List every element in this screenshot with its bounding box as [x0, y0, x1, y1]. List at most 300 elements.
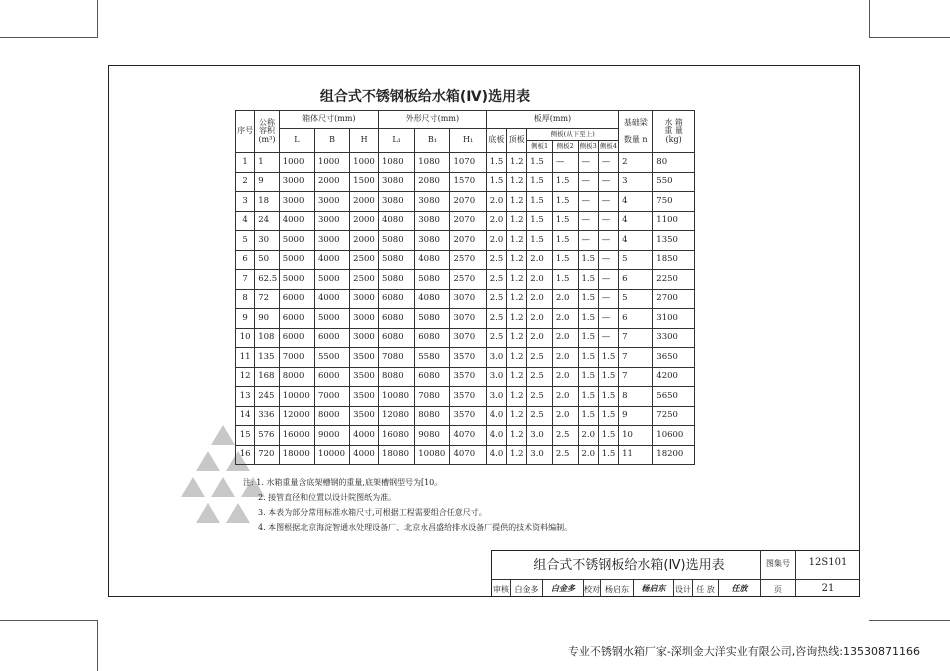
- table-cell: 50: [255, 250, 280, 270]
- note-item: 1. 水箱重量含底架槽钢的重量,底架槽钢型号为[10。: [256, 478, 443, 487]
- table-cell: 5000: [314, 309, 349, 329]
- table-cell: 2000: [350, 211, 379, 231]
- table-row: [236, 231, 695, 251]
- table-cell: 1.2: [507, 348, 527, 368]
- table-cell: 2.5: [527, 348, 553, 368]
- table-cell: 1000: [350, 153, 379, 173]
- table-cell: 3080: [378, 192, 414, 212]
- table-cell: 4: [619, 231, 653, 251]
- table-cell: 1.5: [552, 192, 578, 212]
- table-cell: 2080: [415, 172, 450, 192]
- note-item: 2. 接管直径和位置以设计院图纸为准。: [258, 493, 397, 502]
- table-cell: 16080: [378, 426, 414, 446]
- table-cell: 6000: [314, 328, 349, 348]
- table-cell: 4000: [314, 289, 349, 309]
- crop-mark: [97, 0, 98, 38]
- table-cell: 1.2: [507, 192, 527, 212]
- table-cell: 2: [236, 172, 255, 192]
- table-cell: 1: [236, 153, 255, 173]
- header-thickness: 板厚(mm): [486, 111, 618, 129]
- table-cell: 1.5: [527, 153, 553, 173]
- table-cell: 4: [619, 192, 653, 212]
- table-cell: 1.5: [578, 250, 598, 270]
- table-cell: 3080: [415, 211, 450, 231]
- selection-table: [235, 110, 695, 465]
- table-cell: 5000: [279, 231, 314, 251]
- table-cell: 4080: [415, 250, 450, 270]
- header-side1: 侧板1: [527, 141, 553, 153]
- header-side2: 侧板2: [552, 141, 578, 153]
- table-cell: —: [598, 250, 618, 270]
- table-cell: 1.5: [578, 406, 598, 426]
- table-cell: 1500: [350, 172, 379, 192]
- table-cell: 1.2: [507, 211, 527, 231]
- crop-mark: [869, 620, 950, 621]
- table-cell: 576: [255, 426, 280, 446]
- table-cell: 1.2: [507, 172, 527, 192]
- table-cell: 1.5: [578, 367, 598, 387]
- header-top: 顶板: [507, 129, 527, 153]
- table-cell: 1570: [450, 172, 486, 192]
- table-cell: 1.5: [552, 172, 578, 192]
- table-cell: 135: [255, 348, 280, 368]
- table-cell: 4000: [279, 211, 314, 231]
- table-cell: 18000: [279, 445, 314, 465]
- table-cell: 1.2: [507, 289, 527, 309]
- table-cell: 5: [619, 289, 653, 309]
- table-cell: 2.5: [527, 406, 553, 426]
- table-cell: 2500: [350, 250, 379, 270]
- table-row: [236, 328, 695, 348]
- table-cell: 3.0: [527, 426, 553, 446]
- table-cell: 3070: [450, 309, 486, 329]
- table-cell: 1.5: [578, 387, 598, 407]
- table-cell: 10000: [314, 445, 349, 465]
- header-capacity: 公称容积 (m³): [255, 111, 280, 153]
- table-cell: 2.0: [552, 309, 578, 329]
- checker-name: 杨启东: [605, 585, 629, 594]
- crop-mark: [869, 0, 870, 38]
- design-label: 设计: [675, 585, 691, 594]
- table-row: [236, 289, 695, 309]
- table-row: [236, 270, 695, 290]
- table-cell: 2.0: [552, 387, 578, 407]
- header-side3: 侧板3: [578, 141, 598, 153]
- table-cell: 7080: [378, 348, 414, 368]
- table-cell: 4070: [450, 445, 486, 465]
- table-cell: —: [598, 328, 618, 348]
- table-cell: 1.2: [507, 406, 527, 426]
- page-label: 页: [774, 585, 782, 594]
- table-cell: 4200: [653, 367, 695, 387]
- table-cell: 2.5: [486, 250, 506, 270]
- table-cell: 3080: [378, 172, 414, 192]
- table-cell: 7: [236, 270, 255, 290]
- table-cell: —: [578, 211, 598, 231]
- table-cell: 4080: [378, 211, 414, 231]
- table-row: [236, 192, 695, 212]
- table-cell: 3080: [415, 192, 450, 212]
- table-cell: 1.5: [486, 172, 506, 192]
- designer-signature: 任放: [731, 583, 748, 593]
- table-cell: 6080: [415, 367, 450, 387]
- table-cell: 5080: [415, 309, 450, 329]
- table-row: [236, 211, 695, 231]
- table-cell: 168: [255, 367, 280, 387]
- table-cell: 1.5: [578, 348, 598, 368]
- table-cell: 10080: [415, 445, 450, 465]
- table-cell: 3500: [350, 348, 379, 368]
- crop-mark: [869, 37, 950, 38]
- table-cell: —: [598, 289, 618, 309]
- table-row: [236, 348, 695, 368]
- table-cell: 3: [619, 172, 653, 192]
- table-cell: 1.5: [578, 328, 598, 348]
- table-cell: —: [578, 192, 598, 212]
- crop-mark: [0, 620, 98, 621]
- table-cell: 11: [236, 348, 255, 368]
- header-foundation: 基础梁 数量 n: [619, 111, 653, 153]
- header-weight: 水 箱 重 量 (kg): [653, 111, 695, 153]
- table-cell: 1.5: [486, 153, 506, 173]
- title-block-title: 组合式不锈钢板给水箱(Ⅳ)选用表: [533, 558, 725, 573]
- table-cell: 18: [255, 192, 280, 212]
- table-cell: 4.0: [486, 445, 506, 465]
- table-cell: 1.5: [598, 348, 618, 368]
- table-cell: 720: [255, 445, 280, 465]
- table-cell: 3.0: [486, 387, 506, 407]
- table-cell: 5000: [279, 250, 314, 270]
- table-cell: 1: [255, 153, 280, 173]
- table-cell: 8000: [314, 406, 349, 426]
- table-cell: 1.2: [507, 309, 527, 329]
- table-cell: 9: [619, 406, 653, 426]
- table-cell: 7000: [314, 387, 349, 407]
- table-cell: 16: [236, 445, 255, 465]
- table-row: [236, 426, 695, 446]
- table-cell: 1.2: [507, 426, 527, 446]
- table-cell: 9: [236, 309, 255, 329]
- table-cell: 2.0: [527, 289, 553, 309]
- table-cell: 1080: [415, 153, 450, 173]
- table-cell: 13: [236, 387, 255, 407]
- table-cell: —: [598, 172, 618, 192]
- table-cell: 3000: [314, 231, 349, 251]
- notes-label: 注:: [243, 478, 254, 487]
- table-cell: 1.2: [507, 153, 527, 173]
- table-cell: 12080: [378, 406, 414, 426]
- table-cell: 2.0: [552, 348, 578, 368]
- table-cell: —: [598, 211, 618, 231]
- checker-signature: 杨启东: [641, 583, 666, 593]
- table-cell: 6000: [314, 367, 349, 387]
- table-cell: 1.2: [507, 270, 527, 290]
- footer-contact: 专业不锈钢水箱厂家-深圳金大洋实业有限公司,咨询热线:13530871166: [567, 645, 920, 658]
- table-cell: 7080: [415, 387, 450, 407]
- table-cell: 1.5: [552, 270, 578, 290]
- table-cell: 550: [653, 172, 695, 192]
- table-cell: 5650: [653, 387, 695, 407]
- table-cell: 2.0: [578, 426, 598, 446]
- table-cell: 6000: [279, 289, 314, 309]
- table-cell: 1.5: [578, 270, 598, 290]
- header-side4: 侧板4: [598, 141, 618, 153]
- table-cell: 6080: [378, 289, 414, 309]
- table-cell: 3000: [350, 309, 379, 329]
- crop-mark: [0, 37, 98, 38]
- table-cell: 5080: [378, 231, 414, 251]
- table-cell: 3000: [350, 289, 379, 309]
- atlas-number: 12S101: [808, 557, 848, 568]
- table-cell: 3000: [279, 172, 314, 192]
- table-cell: 12: [236, 367, 255, 387]
- table-cell: 18080: [378, 445, 414, 465]
- header-H1: H₁: [450, 129, 486, 153]
- table-cell: 2070: [450, 211, 486, 231]
- table-row: [236, 172, 695, 192]
- table-cell: 30: [255, 231, 280, 251]
- review-label: 审核: [493, 585, 509, 594]
- table-cell: 3570: [450, 387, 486, 407]
- table-cell: 3500: [350, 387, 379, 407]
- table-cell: 9: [255, 172, 280, 192]
- table-cell: 3000: [279, 192, 314, 212]
- table-cell: 1.5: [552, 250, 578, 270]
- table-cell: —: [598, 270, 618, 290]
- table-cell: 2.0: [552, 328, 578, 348]
- header-box-size: 箱体尺寸(mm): [279, 111, 378, 129]
- table-cell: 10600: [653, 426, 695, 446]
- table-body: [236, 153, 695, 465]
- table-cell: 2700: [653, 289, 695, 309]
- table-row: [236, 250, 695, 270]
- table-cell: 1.5: [578, 309, 598, 329]
- note-item: 3. 本表为部分常用标准水箱尺寸,可根据工程需要组合任意尺寸。: [258, 508, 487, 517]
- table-cell: 10: [236, 328, 255, 348]
- table-cell: 3000: [350, 328, 379, 348]
- table-cell: 9080: [415, 426, 450, 446]
- table-cell: 1.2: [507, 387, 527, 407]
- table-row: [236, 406, 695, 426]
- table-cell: —: [598, 231, 618, 251]
- divider: [491, 579, 860, 580]
- table-cell: —: [578, 172, 598, 192]
- table-cell: —: [578, 153, 598, 173]
- table-cell: 7: [619, 328, 653, 348]
- table-cell: 6080: [378, 328, 414, 348]
- table-cell: 11: [619, 445, 653, 465]
- table-cell: 3000: [314, 192, 349, 212]
- table-cell: 2.5: [486, 270, 506, 290]
- table-cell: 3300: [653, 328, 695, 348]
- table-cell: 8080: [415, 406, 450, 426]
- table-cell: 3500: [350, 406, 379, 426]
- table-cell: 5080: [415, 270, 450, 290]
- table-cell: 3.0: [527, 445, 553, 465]
- table-cell: 6080: [415, 328, 450, 348]
- table-cell: 2.0: [527, 270, 553, 290]
- table-cell: 2.5: [552, 426, 578, 446]
- table-cell: 5: [619, 250, 653, 270]
- table-cell: 2.5: [552, 445, 578, 465]
- table-cell: 2070: [450, 231, 486, 251]
- table-cell: 2000: [350, 231, 379, 251]
- page-number: 21: [821, 583, 835, 594]
- table-cell: 7: [619, 348, 653, 368]
- table-cell: 2.5: [486, 289, 506, 309]
- table-cell: 15: [236, 426, 255, 446]
- table-cell: 7250: [653, 406, 695, 426]
- reviewer-signature: 白金多: [551, 583, 575, 593]
- table-title: 组合式不锈钢板给水箱(Ⅳ)选用表: [319, 89, 531, 105]
- table-cell: 12000: [279, 406, 314, 426]
- header-L: L: [279, 129, 314, 153]
- table-cell: 2.5: [527, 367, 553, 387]
- table-cell: 4: [236, 211, 255, 231]
- table-cell: 4000: [350, 426, 379, 446]
- table-cell: 8080: [378, 367, 414, 387]
- table-cell: 1080: [378, 153, 414, 173]
- table-cell: 1.5: [598, 426, 618, 446]
- table-cell: 3570: [450, 367, 486, 387]
- table-cell: —: [598, 309, 618, 329]
- table-row: [236, 387, 695, 407]
- table-cell: 5500: [314, 348, 349, 368]
- table-cell: 4000: [314, 250, 349, 270]
- header-L1: L₁: [378, 129, 414, 153]
- table-cell: 1.5: [527, 211, 553, 231]
- table-cell: 3: [236, 192, 255, 212]
- notes: [243, 475, 663, 535]
- table-cell: 1.5: [527, 172, 553, 192]
- table-row: [236, 153, 695, 173]
- header-side: 侧板(从下至上): [527, 129, 619, 141]
- table-cell: 6: [236, 250, 255, 270]
- table-cell: 4070: [450, 426, 486, 446]
- table-cell: 4000: [350, 445, 379, 465]
- table-cell: 3.0: [486, 367, 506, 387]
- table-cell: 2.5: [486, 328, 506, 348]
- table-cell: 245: [255, 387, 280, 407]
- table-cell: 2.0: [527, 309, 553, 329]
- table-cell: 1850: [653, 250, 695, 270]
- table-cell: 2000: [350, 192, 379, 212]
- table-cell: 8: [236, 289, 255, 309]
- table-cell: 4: [619, 211, 653, 231]
- table-cell: 5000: [314, 270, 349, 290]
- table-cell: 2.5: [486, 309, 506, 329]
- table-cell: 2.0: [552, 367, 578, 387]
- table-row: [236, 445, 695, 465]
- table-cell: 2.0: [527, 328, 553, 348]
- table-cell: 2.0: [578, 445, 598, 465]
- table-cell: 1.5: [527, 192, 553, 212]
- table-cell: 2.0: [486, 231, 506, 251]
- table-cell: 7: [619, 367, 653, 387]
- table-cell: 6: [619, 270, 653, 290]
- table-cell: 3570: [450, 348, 486, 368]
- table-cell: 24: [255, 211, 280, 231]
- table-cell: 1.2: [507, 367, 527, 387]
- note-item: 4. 本图根据北京海淀智通水处理设备厂、北京永昌盛给排水设备厂提供的技术资料编制。: [258, 523, 573, 532]
- header-B: B: [314, 129, 349, 153]
- table-cell: 10000: [279, 387, 314, 407]
- table-cell: 5580: [415, 348, 450, 368]
- table-cell: 4080: [415, 289, 450, 309]
- reviewer-name: 白金多: [514, 585, 539, 594]
- table-cell: 10: [619, 426, 653, 446]
- table-cell: 3000: [314, 211, 349, 231]
- table-cell: 14: [236, 406, 255, 426]
- table-cell: 18200: [653, 445, 695, 465]
- table-cell: 3070: [450, 328, 486, 348]
- table-cell: 1.5: [598, 367, 618, 387]
- table-cell: —: [578, 231, 598, 251]
- table-cell: 1000: [279, 153, 314, 173]
- table-cell: 1.5: [527, 231, 553, 251]
- header-outer-size: 外形尺寸(mm): [378, 111, 486, 129]
- table-cell: 2.5: [527, 387, 553, 407]
- table-cell: 1070: [450, 153, 486, 173]
- header-H: H: [350, 129, 379, 153]
- table-cell: 3080: [415, 231, 450, 251]
- table-cell: 2070: [450, 192, 486, 212]
- table-cell: 1350: [653, 231, 695, 251]
- table-cell: 1.5: [552, 211, 578, 231]
- table-cell: 5080: [378, 250, 414, 270]
- table-cell: 3570: [450, 406, 486, 426]
- table-cell: 1000: [314, 153, 349, 173]
- table-cell: 2500: [350, 270, 379, 290]
- table-cell: 3650: [653, 348, 695, 368]
- table-cell: 5080: [378, 270, 414, 290]
- table-cell: 2000: [314, 172, 349, 192]
- table-cell: 2.0: [552, 289, 578, 309]
- table-cell: 10080: [378, 387, 414, 407]
- table-cell: 1.2: [507, 445, 527, 465]
- table-row: [236, 367, 695, 387]
- table-cell: 1.5: [598, 406, 618, 426]
- table-cell: 6000: [279, 328, 314, 348]
- table-cell: 8000: [279, 367, 314, 387]
- table-cell: 5000: [279, 270, 314, 290]
- table-cell: 1100: [653, 211, 695, 231]
- table-cell: 108: [255, 328, 280, 348]
- table-cell: 72: [255, 289, 280, 309]
- table-cell: 1.5: [552, 231, 578, 251]
- table-cell: 2.0: [486, 211, 506, 231]
- table-cell: 6000: [279, 309, 314, 329]
- table-cell: 750: [653, 192, 695, 212]
- table-cell: —: [598, 153, 618, 173]
- table-cell: 4.0: [486, 426, 506, 446]
- table-cell: —: [552, 153, 578, 173]
- check-label: 校对: [584, 585, 600, 594]
- atlas-label: 图集号: [766, 559, 790, 568]
- designer-name: 任 放: [696, 585, 715, 594]
- table-cell: 1.5: [598, 445, 618, 465]
- table-cell: 1.5: [598, 387, 618, 407]
- table-cell: 4.0: [486, 406, 506, 426]
- table-cell: 6080: [378, 309, 414, 329]
- table-cell: 2.0: [552, 406, 578, 426]
- table-cell: 3.0: [486, 348, 506, 368]
- table-cell: —: [598, 192, 618, 212]
- table-cell: 1.5: [578, 289, 598, 309]
- table-cell: 90: [255, 309, 280, 329]
- table-cell: 16000: [279, 426, 314, 446]
- table-cell: 80: [653, 153, 695, 173]
